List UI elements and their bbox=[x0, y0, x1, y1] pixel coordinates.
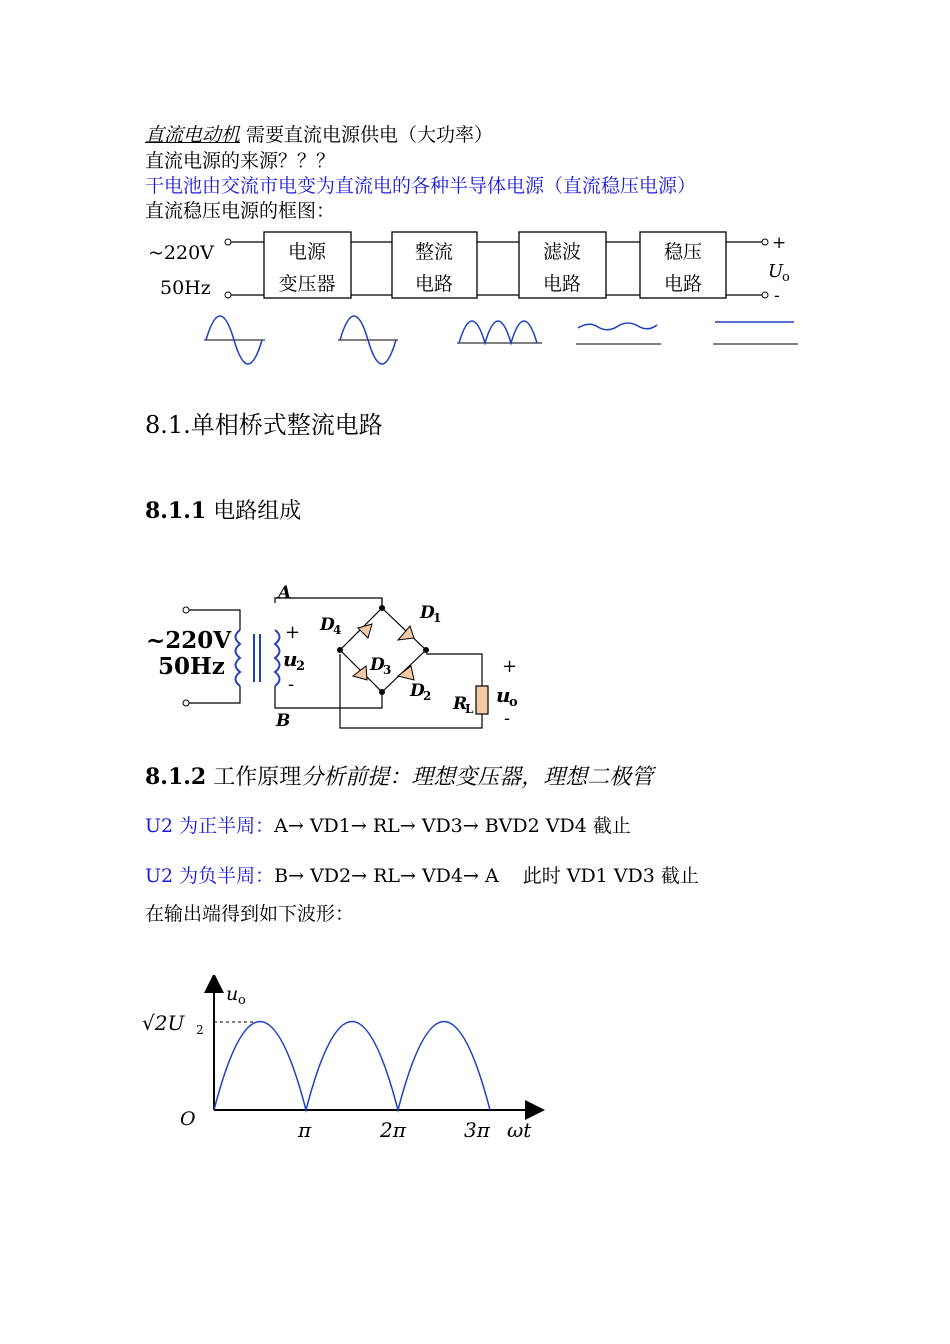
secondary-sub: 2 bbox=[296, 659, 306, 674]
block-1-line2: 变压器 bbox=[278, 273, 336, 295]
bd-output-plus: + bbox=[772, 233, 787, 253]
block-3-line2: 电路 bbox=[542, 273, 582, 295]
bd-input-voltage: ~220V bbox=[148, 242, 214, 264]
output-sub: o bbox=[509, 695, 518, 710]
subsection-2-heading bbox=[145, 760, 653, 791]
tick-pi: π bbox=[298, 1118, 312, 1142]
intro-line-1 bbox=[145, 124, 493, 146]
node-a-label: A bbox=[278, 583, 292, 603]
output-waveform bbox=[140, 975, 560, 1160]
bd-output-minus: - bbox=[774, 286, 780, 306]
origin-label: O bbox=[180, 1108, 196, 1130]
rl-label: R bbox=[453, 694, 468, 714]
node-left bbox=[337, 647, 343, 653]
tick-3pi: 3π bbox=[464, 1118, 490, 1142]
circuit-terminal-top bbox=[183, 607, 189, 613]
bd-output-terminal-bottom bbox=[762, 292, 768, 298]
d2-sub: 2 bbox=[423, 689, 432, 703]
dc-motor-term: 直流电动机 bbox=[145, 124, 241, 146]
block-2-line1: 整流 bbox=[414, 241, 454, 263]
output-label: u bbox=[496, 683, 511, 707]
wave-rectified bbox=[459, 321, 537, 343]
output-minus: - bbox=[504, 708, 511, 729]
block-3-line1: 滤波 bbox=[542, 241, 582, 263]
intro-line-3: 干电池由交流市电变为直流电的各种半导体电源（直流稳压电源） bbox=[145, 175, 697, 197]
wave-filtered bbox=[578, 323, 657, 330]
d3-label: D bbox=[370, 655, 385, 675]
negative-half-off: 此时 VD1 VD3 截止 bbox=[522, 865, 699, 887]
node-top bbox=[379, 605, 385, 611]
bd-output-label: U bbox=[768, 261, 784, 282]
d2-label: D bbox=[410, 681, 425, 701]
diode-d2 bbox=[398, 666, 414, 680]
d4-label: D bbox=[320, 615, 335, 635]
d4-sub: 4 bbox=[333, 623, 342, 637]
peak-label: √2U bbox=[142, 1011, 185, 1035]
subsection-1-title: 电路组成 bbox=[206, 499, 302, 524]
diode-d1 bbox=[398, 626, 414, 640]
secondary-minus: - bbox=[288, 674, 295, 695]
waveform-intro: 在输出端得到如下波形： bbox=[145, 903, 355, 925]
subsection-2-note: 分析前提：理想变压器，理想二极管 bbox=[301, 765, 654, 790]
node-right bbox=[423, 647, 429, 653]
block-4-line2: 电路 bbox=[663, 273, 703, 295]
intro-line-1-rest: 需要直流电源供电（大功率） bbox=[240, 124, 494, 146]
circuit-src-voltage: ~220V bbox=[146, 627, 232, 654]
intro-line-4: 直流稳压电源的框图： bbox=[145, 200, 336, 222]
bridge-rectifier-circuit bbox=[140, 578, 540, 733]
rl-sub: L bbox=[465, 702, 474, 716]
peak-sub: 2 bbox=[196, 1023, 204, 1037]
diode-d3 bbox=[353, 666, 367, 680]
subsection-2-number: 8.1.2 bbox=[145, 764, 207, 790]
load-resistor bbox=[476, 686, 488, 714]
circuit-src-freq: 50Hz bbox=[158, 653, 225, 680]
subsection-1-heading bbox=[145, 494, 301, 525]
node-b-label: B bbox=[276, 711, 291, 731]
positive-half-cycle bbox=[145, 811, 631, 838]
bd-output-terminal-top bbox=[762, 239, 768, 245]
bd-input-terminal-bottom bbox=[225, 292, 231, 298]
subsection-1-number: 8.1.1 bbox=[145, 498, 207, 524]
transformer bbox=[236, 630, 280, 686]
block-diagram bbox=[140, 222, 820, 372]
tick-2pi: 2π bbox=[380, 1118, 406, 1142]
d1-sub: 1 bbox=[433, 611, 442, 625]
negative-half-cycle bbox=[145, 861, 699, 888]
block-1-line1: 电源 bbox=[287, 241, 327, 263]
output-plus: + bbox=[502, 656, 518, 677]
section-title: 8.1.单相桥式整流电路 bbox=[145, 411, 383, 439]
negative-half-path: B→ VD2→ RL→ VD4→ A bbox=[274, 865, 499, 887]
x-axis-label: ωt bbox=[507, 1118, 532, 1142]
secondary-plus: + bbox=[285, 622, 301, 643]
circuit-terminal-bottom bbox=[183, 700, 189, 706]
d1-label: D bbox=[420, 603, 435, 623]
negative-half-label: U2 为负半周： bbox=[145, 865, 275, 887]
bd-input-terminal-top bbox=[225, 239, 231, 245]
bd-output-sub: o bbox=[782, 270, 790, 285]
positive-half-path: A→ VD1→ RL→ VD3→ BVD2 VD4 截止 bbox=[274, 815, 631, 837]
rectified-wave-trace bbox=[214, 1022, 490, 1111]
d3-sub: 3 bbox=[383, 663, 392, 677]
block-2-line2: 电路 bbox=[414, 273, 454, 295]
y-axis-sub: o bbox=[238, 993, 246, 1008]
diode-d4 bbox=[358, 624, 372, 638]
node-bottom bbox=[379, 689, 385, 695]
block-4-line1: 稳压 bbox=[663, 241, 703, 263]
secondary-label: u bbox=[283, 647, 298, 671]
intro-line-2: 直流电源的来源？？？ bbox=[145, 150, 336, 172]
bd-input-freq: 50Hz bbox=[160, 277, 211, 299]
subsection-2-title: 工作原理 bbox=[206, 765, 302, 790]
positive-half-label: U2 为正半周： bbox=[145, 815, 275, 837]
y-axis-label: u bbox=[226, 983, 239, 1005]
